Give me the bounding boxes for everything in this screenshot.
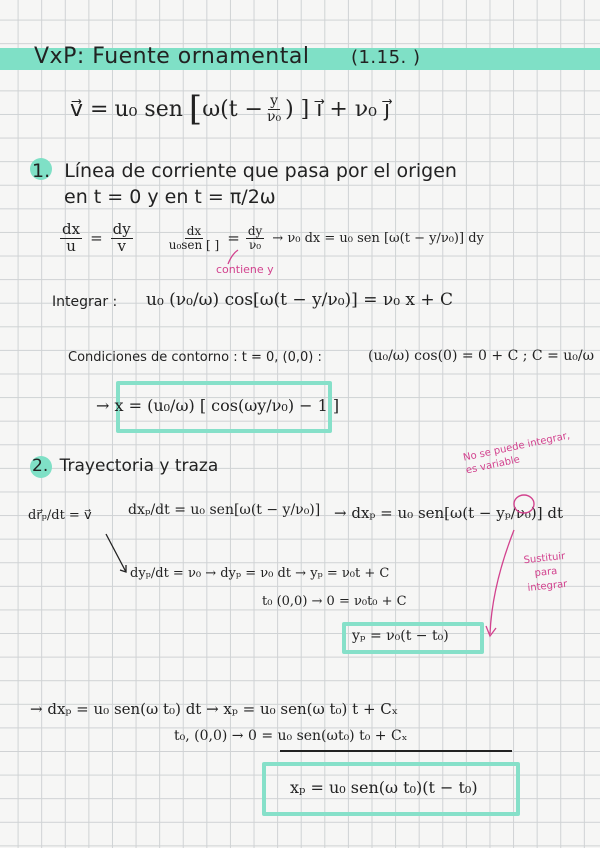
pink-note-cannot-integrate: No se puede integrar, es variable [462, 430, 572, 477]
frac-dx-u-den: u [66, 236, 76, 255]
substitute-arrow [484, 526, 544, 646]
velocity-yfrac-num: y [270, 92, 278, 109]
contiene-note: contiene y [216, 263, 274, 276]
circle-yp [512, 492, 540, 516]
velocity-u0sen: u₀ sen [114, 96, 183, 122]
underline-t0-2 [280, 750, 512, 752]
dxp-dt-equation: dxₚ/dt = u₀ sen[ω(t − y/ν₀)] [128, 502, 321, 518]
frac-dy-v0-num: dy [247, 224, 263, 239]
section2-number: 2. [32, 456, 49, 476]
stream-equation [58, 222, 484, 255]
velocity-lhs: v⃗ = [70, 96, 109, 122]
frac-dx-u [60, 222, 82, 255]
section2-title-text: Trayectoria y traza [59, 456, 219, 476]
title-text: VxP: Fuente ornamental [34, 44, 310, 69]
conditions-label: Condiciones de contorno : t = 0, (0,0) : [68, 350, 322, 365]
section1-title [32, 158, 457, 184]
t0-condition-line: t₀ (0,0) → 0 = ν₀t₀ + C [262, 594, 407, 609]
dxp-result-arrow: → dxₚ = u₀ sen[ω(t − yₚ/ν₀)] dt [334, 504, 564, 522]
pink-note-substitute: Sustituir para integrar [523, 550, 568, 594]
page-title [34, 44, 421, 69]
equals-sign-2: = [227, 229, 240, 248]
trajectory-vector-eq: dr⃗ₚ/dt = v⃗ [28, 508, 92, 523]
section2-title [32, 456, 218, 476]
velocity-equation [70, 89, 391, 129]
frac-dy-v-num: dy [112, 220, 131, 238]
frac-dy-v0-den: ν₀ [249, 237, 262, 252]
streamline-result: → x = (u₀/ω) [ cos(ωy/ν₀) − 1 ] [96, 396, 340, 415]
section1-number: 1. [32, 160, 51, 182]
velocity-omega: ω(t − [202, 96, 263, 122]
frac-dx-usen [167, 225, 222, 251]
frac-dx-usen-num: dx [186, 224, 202, 239]
conditions-expression: (u₀/ω) cos(0) = 0 + C ; C = u₀/ω [368, 348, 595, 364]
frac-dx-usen-den: u₀sen [ ] [168, 237, 220, 252]
contiene-arrow [222, 246, 262, 276]
section1-title-line1: Línea de corriente que pasa por el origen [64, 160, 457, 182]
dyp-equation: dyₚ/dt = ν₀ → dyₚ = ν₀ dt → yₚ = ν₀t + C [130, 566, 390, 581]
velocity-yfrac-den: ν₀ [266, 108, 282, 125]
yp-result: yₚ = ν₀(t − t₀) [352, 628, 449, 644]
velocity-yfrac [265, 94, 283, 124]
velocity-rest: ) ] i⃗ + ν₀ j⃗ [285, 96, 391, 122]
t0-condition-line-2: t₀, (0,0) → 0 = u₀ sen(ωt₀) t₀ + Cₓ [174, 728, 408, 744]
dxp-line: → dxₚ = u₀ sen(ω t₀) dt → xₚ = u₀ sen(ω t₀) t + Cₓ [30, 700, 399, 718]
title-ref: (1.15. ) [350, 47, 421, 68]
frac-dx-u-num: dx [62, 220, 81, 238]
equals-sign: = [90, 229, 103, 248]
integrar-expression: u₀ (ν₀/ω) cos[ω(t − y/ν₀)] = ν₀ x + C [146, 290, 454, 310]
integrar-label: Integrar : [52, 294, 118, 310]
section1-title-line2: en t = 0 y en t = π/2ω [64, 186, 276, 208]
frac-dy-v-den: v [117, 236, 126, 255]
xp-result: xₚ = u₀ sen(ω t₀)(t − t₀) [290, 778, 478, 797]
frac-dy-v [111, 222, 133, 255]
stream-eq-rest: → ν₀ dx = u₀ sen [ω(t − y/ν₀)] dy [272, 230, 484, 246]
velocity-bracket-open: [ [188, 89, 203, 129]
